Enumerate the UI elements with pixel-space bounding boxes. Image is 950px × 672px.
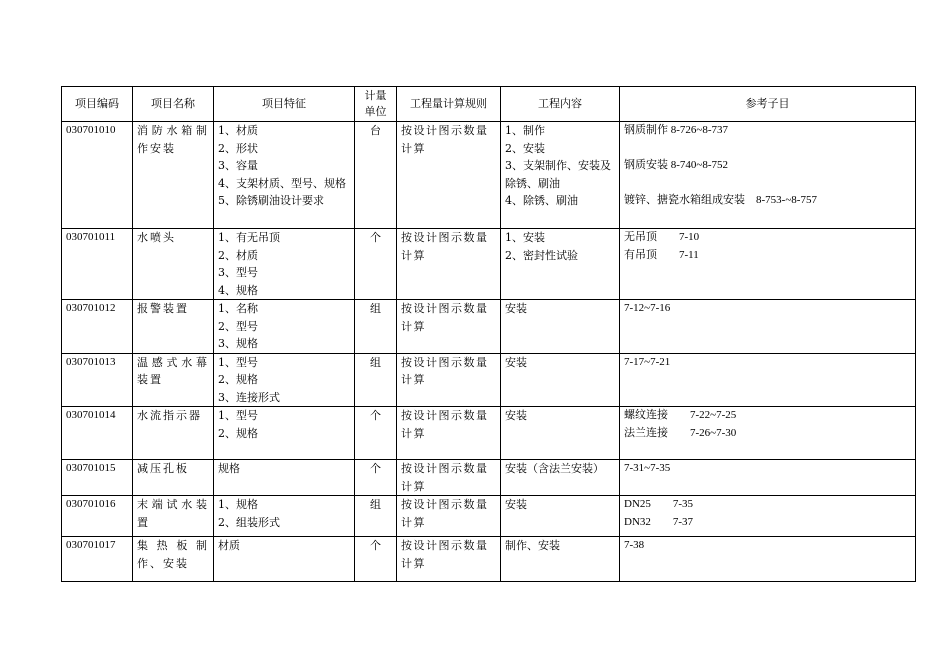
header-name: 项目名称 <box>133 87 214 122</box>
content-line: 1、制作 <box>505 124 545 137</box>
item-rule: 按设计图示数量计算 <box>397 460 501 496</box>
item-unit: 个 <box>355 229 397 300</box>
feature-line: 1、规格 <box>218 498 258 511</box>
item-features <box>214 460 355 496</box>
feature-line: 1、有无吊顶 <box>218 231 280 244</box>
reference-line <box>624 229 911 247</box>
item-rule: 按设计图示数量计算 <box>397 353 501 407</box>
table-row <box>62 353 916 407</box>
item-content <box>501 229 620 300</box>
reference-line <box>624 247 911 265</box>
item-content <box>501 460 620 496</box>
feature-line: 1、材质 <box>218 124 258 137</box>
item-features <box>214 407 355 460</box>
feature-line: 材质 <box>218 539 240 552</box>
content-line: 安装 <box>505 498 527 511</box>
reference-line: 7-17~7-21 <box>624 355 671 368</box>
reference-label: 法兰连接 <box>624 426 668 439</box>
item-features <box>214 537 355 582</box>
item-code: 030701015 <box>62 460 133 496</box>
reference-line: 7-38 <box>624 539 645 551</box>
reference-label: 无吊顶 <box>624 231 657 243</box>
feature-line: 2、规格 <box>218 373 258 386</box>
item-unit: 个 <box>355 407 397 460</box>
item-code: 030701014 <box>62 407 133 460</box>
reference-value: 7-26~7-30 <box>690 426 737 439</box>
item-code: 030701012 <box>62 300 133 354</box>
item-content <box>501 300 620 354</box>
reference-value: 7-10 <box>679 231 700 243</box>
header-code: 项目编码 <box>62 87 133 122</box>
item-reference <box>620 229 916 300</box>
item-rule: 按设计图示数量计算 <box>397 122 501 229</box>
feature-line: 3、容量 <box>218 159 258 172</box>
item-unit: 组 <box>355 353 397 407</box>
header-content: 工程内容 <box>501 87 620 122</box>
feature-line: 1、名称 <box>218 302 258 315</box>
item-reference <box>620 537 916 582</box>
item-name: 温感式水幕装置 <box>133 353 214 407</box>
item-content <box>501 353 620 407</box>
item-name: 报警装置 <box>133 300 214 354</box>
item-name: 消防水箱制作安装 <box>133 122 214 229</box>
table-row <box>62 229 916 300</box>
item-content <box>501 122 620 229</box>
content-line: 4、除锈、刷油 <box>505 194 578 207</box>
reference-line: 7-31~7-35 <box>624 462 671 474</box>
content-line: 2、密封性试验 <box>505 248 578 262</box>
reference-value: 7-35 <box>672 498 694 510</box>
item-unit: 组 <box>355 496 397 537</box>
item-unit: 组 <box>355 300 397 354</box>
item-features <box>214 229 355 300</box>
reference-line <box>624 514 911 532</box>
feature-line: 3、型号 <box>218 266 258 279</box>
item-features <box>214 300 355 354</box>
bill-of-quantities-table <box>61 86 916 582</box>
feature-line: 2、形状 <box>218 141 258 155</box>
content-line: 安装（含法兰安装） <box>505 462 604 475</box>
item-rule: 按设计图示数量计算 <box>397 229 501 300</box>
header-unit <box>355 87 397 122</box>
reference-value: 7-37 <box>672 515 694 528</box>
item-features <box>214 496 355 537</box>
header-ref: 参考子目 <box>620 87 916 122</box>
table-row <box>62 407 916 460</box>
reference-line: 钢质制作 8-726~8-737 <box>624 124 729 136</box>
item-name: 减压孔板 <box>133 460 214 496</box>
item-code: 030701011 <box>62 229 133 300</box>
item-reference <box>620 300 916 354</box>
item-unit: 个 <box>355 537 397 582</box>
reference-label: DN32 <box>624 515 651 528</box>
content-line: 制作、安装 <box>505 539 560 552</box>
reference-line: 7-12~7-16 <box>624 302 671 314</box>
item-content <box>501 537 620 582</box>
feature-line: 2、规格 <box>218 426 258 440</box>
content-line: 2、安装 <box>505 141 545 155</box>
item-code: 030701010 <box>62 122 133 229</box>
feature-line: 1、型号 <box>218 409 258 422</box>
reference-line: 镀锌、搪瓷水箱组成安装 8-753-~8-757 <box>624 194 817 206</box>
item-features <box>214 353 355 407</box>
item-content <box>501 496 620 537</box>
content-line: 1、安装 <box>505 231 545 244</box>
item-unit: 台 <box>355 122 397 229</box>
item-rule: 按设计图示数量计算 <box>397 407 501 460</box>
header-unit-line1: 计量 <box>364 89 387 102</box>
table-row <box>62 300 916 354</box>
reference-line <box>624 496 911 514</box>
item-name: 集热板制作、安装 <box>133 537 214 582</box>
item-rule: 按设计图示数量计算 <box>397 300 501 354</box>
table-header-row <box>62 87 916 122</box>
feature-line: 3、规格 <box>218 337 258 350</box>
table-row <box>62 537 916 582</box>
feature-line: 2、组装形式 <box>218 515 280 529</box>
item-unit: 个 <box>355 460 397 496</box>
item-features <box>214 122 355 229</box>
item-name: 水喷头 <box>133 229 214 300</box>
reference-label: 有吊顶 <box>624 248 657 261</box>
reference-label: 螺纹连接 <box>624 409 668 421</box>
header-rule: 工程量计算规则 <box>397 87 501 122</box>
feature-line: 3、连接形式 <box>218 390 280 404</box>
header-features: 项目特征 <box>214 87 355 122</box>
item-code: 030701016 <box>62 496 133 537</box>
item-reference <box>620 496 916 537</box>
item-reference <box>620 122 916 229</box>
reference-line <box>624 407 911 425</box>
item-code: 030701013 <box>62 353 133 407</box>
header-unit-line2: 单位 <box>364 105 387 118</box>
feature-line: 4、支架材质、型号、规格 <box>218 176 346 190</box>
table-row <box>62 122 916 229</box>
feature-line: 4、规格 <box>218 283 258 297</box>
feature-line: 1、型号 <box>218 355 258 369</box>
reference-line: 钢质安装 8-740~8-752 <box>624 159 729 171</box>
item-content <box>501 407 620 460</box>
feature-line: 规格 <box>218 462 240 475</box>
item-rule: 按设计图示数量计算 <box>397 537 501 582</box>
reference-value: 7-22~7-25 <box>690 409 737 421</box>
content-line: 安装 <box>505 409 527 422</box>
item-reference <box>620 353 916 407</box>
item-name: 末端试水装置 <box>133 496 214 537</box>
item-code: 030701017 <box>62 537 133 582</box>
table-body <box>62 122 916 582</box>
item-rule: 按设计图示数量计算 <box>397 496 501 537</box>
item-name: 水流指示器 <box>133 407 214 460</box>
feature-line: 2、材质 <box>218 248 258 262</box>
content-line: 安装 <box>505 355 527 369</box>
item-reference <box>620 460 916 496</box>
reference-line <box>624 425 911 443</box>
feature-line: 2、型号 <box>218 319 258 333</box>
item-reference <box>620 407 916 460</box>
content-line: 安装 <box>505 302 527 315</box>
reference-label: DN25 <box>624 498 651 510</box>
table-row <box>62 496 916 537</box>
feature-line: 5、除锈刷油设计要求 <box>218 194 324 207</box>
reference-value: 7-11 <box>679 248 699 261</box>
content-line: 3、支架制作、安装及除锈、刷油 <box>505 159 611 190</box>
table-row <box>62 460 916 496</box>
